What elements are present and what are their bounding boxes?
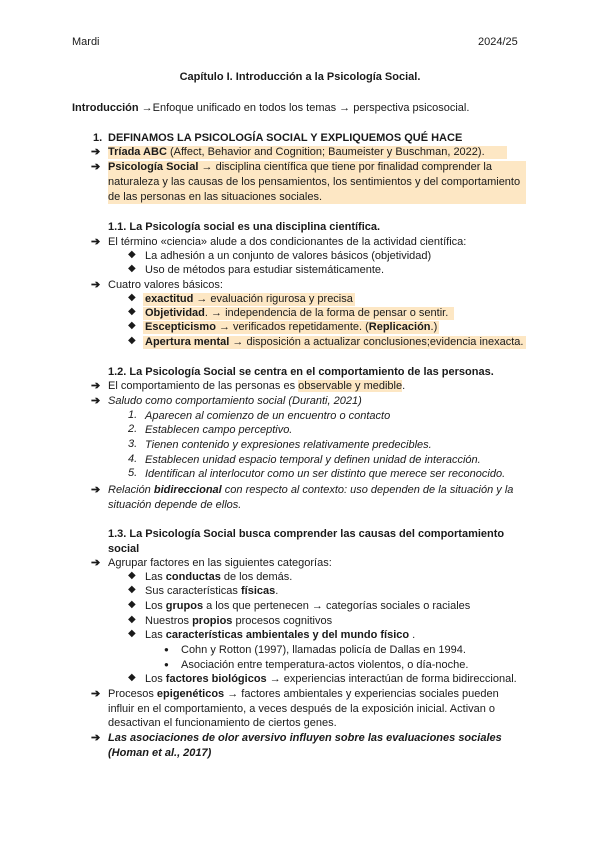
b2-pre: Procesos [108,688,157,700]
arrow-bullet-icon: ➔ [91,688,101,700]
s12-item-number: 2. [128,423,138,435]
s12-item: Establecen campo perceptivo. [145,424,293,436]
c1-bold: conductas [165,571,221,583]
c3-bold: grupos [165,600,204,612]
section1-number: 1. [93,132,103,144]
s13-b2-line3: desactivan el funcionamiento de ciertos genes. [108,717,337,729]
s13-heading-line1: 1.3. La Psicología Social busca comprender las causas del comportamiento [108,528,505,540]
v1-label: exactitud [145,293,194,305]
arrow-bullet-icon: ➔ [91,484,101,496]
diamond-bullet-icon: ◆ [128,320,136,331]
s13-c5 [145,628,415,642]
psico-text1: → disciplina científica que tiene por finalidad comprender la [198,161,492,173]
v4-label: Apertura mental [145,336,230,348]
c3-pre: Los [145,600,166,612]
intro-label: Introducción [72,102,139,114]
triada-text: (Affect, Behavior and Cognition; Baumeister y Buschman, 2022). [166,146,485,158]
s12-item: Establecen unidad espacio temporal y definen unidad de interacción. [145,454,481,466]
s13-b2-line2: influir en el comportamiento, a veces después de la exposición inicial. Activan o [108,703,496,715]
s12-b1-end: . [402,380,406,392]
c4-bold: propios [192,615,233,627]
v2-label: Objetividad [145,307,205,319]
s11-heading: 1.1. La Psicología social es una disciplina científica. [108,221,381,233]
diamond-bullet-icon: ◆ [128,249,136,260]
diamond-bullet-icon: ◆ [128,599,136,610]
s12-b3-rest: con respecto al contexto: uso dependen de la situación y la [221,484,514,496]
arrow-bullet-icon: ➔ [91,732,101,744]
s12-b1-pre: El comportamiento de las personas es [108,380,299,392]
s11-v2 [145,306,448,320]
c2-pre: Sus características [145,585,241,597]
s12-item-number: 5. [128,467,138,479]
diamond-bullet-icon: ◆ [128,614,136,625]
c5-end: . [409,629,416,641]
psico-line2: naturaleza y las causas de los pensamientos, los sentimientos y del comportamiento [108,176,521,188]
c6-pre: Los [145,673,166,685]
s12-heading: 1.2. La Psicología Social se centra en el comportamiento de las personas. [108,366,494,378]
c5-pre: Las [145,629,166,641]
dot-bullet-icon: ● [164,660,169,669]
c6-bold: factores biológicos [165,673,267,685]
c1-end: de los demás. [220,571,293,583]
c1-pre: Las [145,571,166,583]
v3-text: → verificados repetidamente. ( [215,321,369,333]
s13-c1 [145,570,292,584]
v2-text: . → independencia de la forma de pensar o sentir. [204,307,449,319]
s13-c4 [145,614,332,628]
s12-item: Identifican al interlocutor como un ser distinto que merece ser reconocido. [145,468,506,480]
page-title: Capítulo I. Introducción a la Psicología Social. [179,71,421,83]
s13-c2 [145,584,278,598]
s13-b3-line2: (Homan et al., 2017) [108,747,212,759]
s13-heading-line2: social [108,543,140,555]
s12-item: Tienen contenido y expresiones relativamente predecibles. [145,439,432,451]
s11-v3 [145,320,437,334]
diamond-bullet-icon: ◆ [128,263,136,274]
b2-bold: epigenéticos [156,688,225,700]
psico-line3: de las personas en las situaciones sociales. [108,191,323,203]
s13-d2: Asociación entre temperatura-actos violentos, o día-noche. [181,659,469,671]
psico-line1 [108,160,492,174]
c2-bold: físicas [240,585,276,597]
s12-b2: Saludo como comportamiento social (Duranti, 2021) [108,395,362,407]
s12-b3 [108,483,513,497]
s12-b3-bold: bidireccional [153,484,222,496]
s12-item-number: 3. [128,438,138,450]
intro-text: →Enfoque unificado en todos los temas → perspectiva psicosocial. [138,102,470,114]
s13-b2 [108,687,499,701]
arrow-bullet-icon: ➔ [91,395,101,407]
c3-end: a los que pertenecen → categorías sociales o raciales [203,600,471,612]
header-left: Mardi [72,36,100,48]
section1-heading: DEFINAMOS LA PSICOLOGÍA SOCIAL Y EXPLIQUEMOS QUÉ HACE [108,132,463,144]
diamond-bullet-icon: ◆ [128,306,136,317]
c5-bold: características ambientales y del mundo físico [165,629,410,641]
v3-end: .) [430,321,438,333]
c4-pre: Nuestros [145,615,193,627]
arrow-bullet-icon: ➔ [91,146,101,158]
arrow-bullet-icon: ➔ [91,236,101,248]
diamond-bullet-icon: ◆ [128,584,136,595]
v3-label: Escepticismo [145,321,216,333]
header-right: 2024/25 [478,36,518,48]
dot-bullet-icon: ● [164,645,169,654]
v1-text: → evaluación rigurosa y precisa [193,293,353,305]
s12-item-number: 4. [128,453,138,465]
s13-b1: Agrupar factores en las siguientes categorías: [108,557,332,569]
s13-c3 [145,599,470,613]
triada-line [108,145,485,159]
s11-v4 [145,335,523,349]
arrow-bullet-icon: ➔ [91,557,101,569]
s11-sub1: La adhesión a un conjunto de valores básicos (objetividad) [145,250,432,262]
b2-rest: → factores ambientales y experiencias sociales pueden [224,688,499,700]
diamond-bullet-icon: ◆ [128,570,136,581]
s12-item: Aparecen al comienzo de un encuentro o contacto [145,410,391,422]
arrow-bullet-icon: ➔ [91,161,101,173]
s12-b3-pre: Relación [108,484,154,496]
diamond-bullet-icon: ◆ [128,628,136,639]
arrow-bullet-icon: ➔ [91,380,101,392]
intro-line [72,101,469,115]
s12-item-number: 1. [128,409,138,421]
c2-end: . [275,585,279,597]
psico-label: Psicología Social [108,161,199,173]
diamond-bullet-icon: ◆ [128,672,136,683]
arrow-bullet-icon: ➔ [91,279,101,291]
v3-replicacion: Replicación [368,321,431,333]
s12-b1-highlight: observable y medible [298,380,403,392]
s11-sub2: Uso de métodos para estudiar sistemáticamente. [145,264,385,276]
v4-text: → disposición a actualizar conclusiones;evidencia inexacta. [229,336,524,348]
s13-b3-line1: Las asociaciones de olor aversivo influyen sobre las evaluaciones sociales [108,732,502,744]
triada-label: Tríada ABC [108,146,167,158]
diamond-bullet-icon: ◆ [128,292,136,303]
s13-c6 [145,672,517,686]
diamond-bullet-icon: ◆ [128,335,136,346]
s11-b2: Cuatro valores básicos: [108,279,223,291]
s11-v1 [145,292,353,306]
s11-b1: El término «ciencia» alude a dos condicionantes de la actividad científica: [108,236,467,248]
s13-d1: Cohn y Rotton (1997), llamadas policía de Dallas en 1994. [181,644,466,656]
c6-end: → experiencias interactúan de forma bidireccional. [266,673,517,685]
c4-end: procesos cognitivos [232,615,333,627]
s12-b1 [108,379,405,393]
s12-b3-line2: situación depende de ellos. [108,499,242,511]
